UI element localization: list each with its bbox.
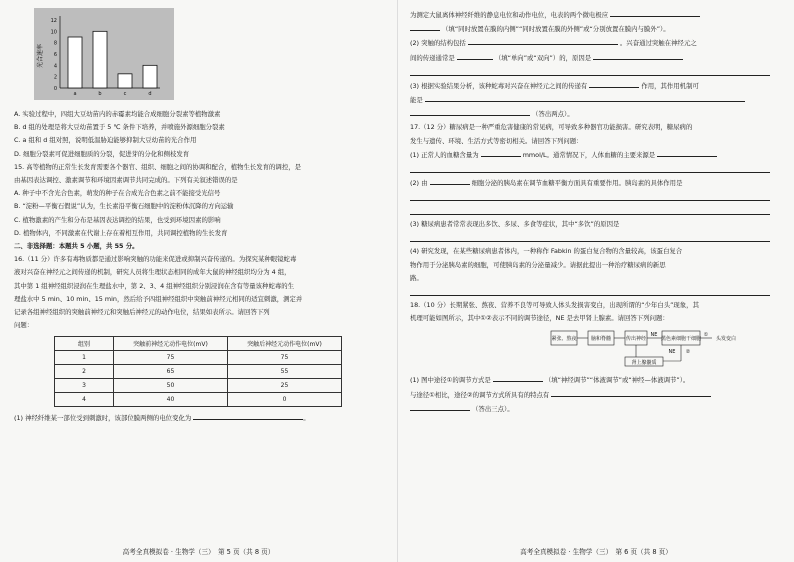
bar <box>93 31 107 88</box>
option-14b: B. d 组的处理是将大豆幼苗置于 5 ℃ 条件下培养，并喷施外源细胞分裂素 <box>14 123 225 132</box>
chart-ylabel: 光合速率 <box>37 43 44 69</box>
x-tick-label: d <box>148 91 152 97</box>
q17-3: (3) 糖尿病患者常常表现出多饮、多尿、多食等症状，其中“多饮”的原因是 <box>410 220 620 229</box>
q16-1-continued <box>410 8 782 22</box>
option-15b: B. “淀粉—平衡石假说”认为，生长素沿平衡石细胞中的淀粉体沉降的方向运输 <box>14 202 234 211</box>
q15-line-2: 由基因表达调控、激素调节和环境因素调节共同完成的。下列有关叙述错误的是 <box>14 176 238 185</box>
option-14c: C. a 组和 d 组对照，说明低温胁迫能够抑制大豆幼苗的光合作用 <box>14 136 197 145</box>
x-tick-label: a <box>73 91 77 97</box>
q16-line-6: 问题： <box>14 321 34 330</box>
q17-2 <box>410 176 782 190</box>
option-14d: D. 细胞分裂素可促进细胞质的分裂，促进芽的分化和侧枝发育 <box>14 149 190 158</box>
table-header: 组别 <box>55 337 114 351</box>
table-cell: 40 <box>114 393 228 407</box>
answer-blank[interactable] <box>551 388 711 397</box>
answer-blank[interactable] <box>193 411 303 420</box>
q16-3-text: (3) 根据实验结果分析，该种蛇毒对兴奋在神经元之间的传递有 <box>410 81 588 90</box>
answer-blank[interactable] <box>610 8 700 17</box>
answer-blank[interactable] <box>410 22 440 31</box>
q17-4-line-2: 物作用于分泌胰岛素的细胞，可使胰岛素的分泌量减少。请据此提出一种治疗糖尿病的新思 <box>410 260 666 269</box>
q17-1 <box>410 148 782 162</box>
q18-1-text: （填“神经调节”“体液调节”或“神经—体液调节”）。 <box>544 376 690 385</box>
q16-1-line: 为测定大鼠离体神经纤维的静息电位和动作电位，电表的两个微电极应 <box>410 11 609 19</box>
table-cell: 1 <box>55 351 114 365</box>
y-tick-label: 12 <box>50 18 57 24</box>
answer-blank[interactable] <box>430 176 470 185</box>
table-cell: 65 <box>114 365 228 379</box>
table-cell: 75 <box>228 351 342 365</box>
answer-line[interactable] <box>410 65 770 76</box>
answer-blank[interactable] <box>425 93 745 102</box>
section-2-heading: 二、非选择题：本题共 5 小题，共 55 分。 <box>14 242 139 251</box>
q16-1: (1) 神经纤维某一部位受到刺激时，该部位膜两侧的电位变化为 。 <box>14 411 387 425</box>
y-tick-label: 4 <box>53 63 57 70</box>
q18-line-2: 机理可能如图所示，其中①②表示不同的调节途径，NE 是去甲肾上腺素。请回答下列问题： <box>410 314 669 323</box>
q17-1-text: mmol/L。通常情况下，人体血糖的主要来源是 <box>522 150 656 159</box>
y-tick-label: 8 <box>53 40 57 47</box>
table-header: 突触前神经元动作电位(mV) <box>114 337 228 351</box>
bar <box>118 74 132 88</box>
node-white-hair: 头发变白 <box>715 336 737 343</box>
q16-2-text: 间的传递通常是 <box>410 53 455 62</box>
right-page <box>397 0 794 562</box>
q18-line-1: 18.（10 分）长期紧张、熬夜、营养不良等可导致人体头发损害变白，出现所谓的“少年白头”现象，其 <box>410 301 699 310</box>
q16-line-2: 液对兴奋在神经元之间传递的机制，研究人员将生理状态相同的成年大鼠的神经组织均分为 4 组， <box>14 268 291 277</box>
q17-4-line-3: 路。 <box>410 273 423 282</box>
q16-3 <box>410 79 782 93</box>
y-tick-label: 2 <box>53 74 57 81</box>
answer-line[interactable] <box>410 162 770 173</box>
q16-2 <box>410 36 782 50</box>
answer-blank[interactable] <box>410 107 530 116</box>
q18-1-text: (1) 图中途径①的调节方式是 <box>410 376 491 385</box>
node-efferent: 传出神经 <box>625 336 647 343</box>
table-cell: 3 <box>55 379 114 393</box>
q16-2-line-2 <box>410 51 782 65</box>
path-2-label: ② <box>685 349 691 356</box>
q16-2-text: 。兴奋通过突触在神经元之 <box>619 39 697 48</box>
option-15a: A. 种子中不含光合色素，萌发的种子在合成光合色素之前不能接受光信号 <box>14 189 221 198</box>
q16-1-line: （填“同时放置在膜的内侧”“同时放置在膜的外侧”或“分别放置在膜内与膜外”）。 <box>442 25 670 34</box>
q15-line-1: 15. 高等植物的正常生长发育需要各个器官、组织、细胞之间的协调和配合，植物生长发育的调控，是 <box>14 162 301 171</box>
q16-2-text: （填“单向”或“双向”）的，原因是 <box>494 53 592 62</box>
q18-1-line-2 <box>410 388 782 402</box>
answer-blank[interactable] <box>589 79 639 88</box>
answer-blank[interactable] <box>493 373 543 382</box>
q16-2-text: (2) 突触的结构包括 <box>410 39 466 48</box>
y-tick-label: 0 <box>53 86 57 92</box>
bar <box>143 65 157 88</box>
q17-line-1: 17.（12 分）糖尿病是一种严重危害健康的常见病，可导致多种器官功能损害。研究表明，糖尿病的 <box>410 123 693 132</box>
table-row <box>55 379 342 393</box>
q16-3-text: 作用，其作用机制可 <box>641 81 699 90</box>
bar <box>68 37 82 88</box>
bar-chart <box>34 8 174 100</box>
q16-3-line-3 <box>410 107 782 121</box>
q17-2-text: 细胞分泌的胰岛素在调节血糖平衡方面具有重要作用。胰岛素的具体作用是 <box>471 179 683 188</box>
y-tick-label: 6 <box>53 52 57 58</box>
table-row <box>55 351 342 365</box>
table-row <box>55 393 342 407</box>
q18-1 <box>410 373 782 387</box>
option-14a: A. 实验过程中，四组大豆幼苗内的赤霉素均能合成细胞分裂素等植物激素 <box>14 110 221 118</box>
x-tick-label: c <box>123 91 127 97</box>
q16-3-line-2 <box>410 93 782 107</box>
path-1-label: ① <box>703 332 709 339</box>
q16-3-text: （答出两点）。 <box>532 110 574 119</box>
q16-line-1: 16.（11 分）许多有毒物质都是通过影响突触的功能来促进或抑制兴奋传递的。为探究某种眼镜蛇毒 <box>14 255 297 264</box>
table-header: 突触后神经元动作电位(mV) <box>228 337 342 351</box>
q18-1-text: 与途径①相比，途径②的调节方式所具有的特点有 <box>410 390 550 399</box>
page-footer: 高考全真模拟卷 · 生物学（三） 第 6 页（共 8 页） <box>520 548 672 556</box>
node-stress: 紧张、熬夜 <box>551 336 577 343</box>
answer-blank[interactable] <box>410 402 470 411</box>
answer-blank[interactable] <box>468 36 618 45</box>
q16-1-text: (1) 神经纤维某一部位受到刺激时，该部位膜两侧的电位变化为 <box>14 414 192 423</box>
answer-blank[interactable] <box>481 148 521 157</box>
q17-1-text: (1) 正常人的血糖含量为 <box>410 150 479 159</box>
answer-blank[interactable] <box>657 148 717 157</box>
q17-line-2: 发生与遗传、环境、生活方式等密切相关。请回答下列问题： <box>410 136 583 145</box>
table-cell: 75 <box>114 351 228 365</box>
answer-blank[interactable] <box>593 51 683 60</box>
node-brain-spinal: 脑和脊髓 <box>590 336 612 343</box>
answer-line[interactable] <box>410 285 770 296</box>
q17-4-line-1: (4) 研究发现，在某些糖尿病患者体内，一种称作 Fabkin 的蛋白复合物的含量较高，该蛋白复合 <box>410 247 683 256</box>
table-cell: 25 <box>228 379 342 393</box>
answer-line[interactable] <box>410 190 770 201</box>
q16-line-5: 记录各组神经组织的突触前神经元和突触后神经元的动作电位，结果如表所示。请回答下列 <box>14 308 270 317</box>
q18-1-line-3 <box>410 402 782 416</box>
q16-line-4: 理盐水中 5 min、10 min、15 min，然后给予四组神经组织中突触前神经元相同的适宜刺激，测定并 <box>14 294 303 303</box>
table-cell: 2 <box>55 365 114 379</box>
q17-2-text: (2) 由 <box>410 179 428 188</box>
results-table <box>54 336 342 407</box>
x-tick-label: b <box>98 91 102 97</box>
table-cell: 0 <box>228 393 342 407</box>
q16-line-3: 其中第 1 组神经组织浸润在生理盐水中，第 2、3、4 组神经组织分别浸润在含有等量该种蛇毒的生 <box>14 281 295 290</box>
node-ne: NE <box>650 332 658 339</box>
table-row <box>55 365 342 379</box>
answer-line[interactable] <box>410 231 770 242</box>
option-15d: D. 植物体内，不同激素在代谢上存在着相互作用，共同调控植物的生长发育 <box>14 228 228 237</box>
table-cell: 55 <box>228 365 342 379</box>
regulation-diagram <box>550 327 780 367</box>
y-tick-label: 10 <box>50 29 57 36</box>
node-adrenal: 肾上腺髓质 <box>631 360 657 367</box>
node-ne-2: NE <box>668 349 676 356</box>
option-15c: C. 植物激素的产生和分布是基因表达调控的结果，也受到环境因素的影响 <box>14 215 221 224</box>
q18-1-text: （答出三点）。 <box>472 404 514 413</box>
q16-1-continued-2 <box>410 22 782 36</box>
node-melanocyte: 黑色素细胞干细胞 <box>660 336 702 343</box>
table-cell: 4 <box>55 393 114 407</box>
answer-blank[interactable] <box>457 51 493 60</box>
table-cell: 50 <box>114 379 228 393</box>
q16-3-text: 能是 <box>410 96 423 105</box>
page-footer: 高考全真模拟卷 · 生物学（三） 第 5 页（共 8 页） <box>122 548 275 556</box>
answer-line[interactable] <box>410 204 770 215</box>
